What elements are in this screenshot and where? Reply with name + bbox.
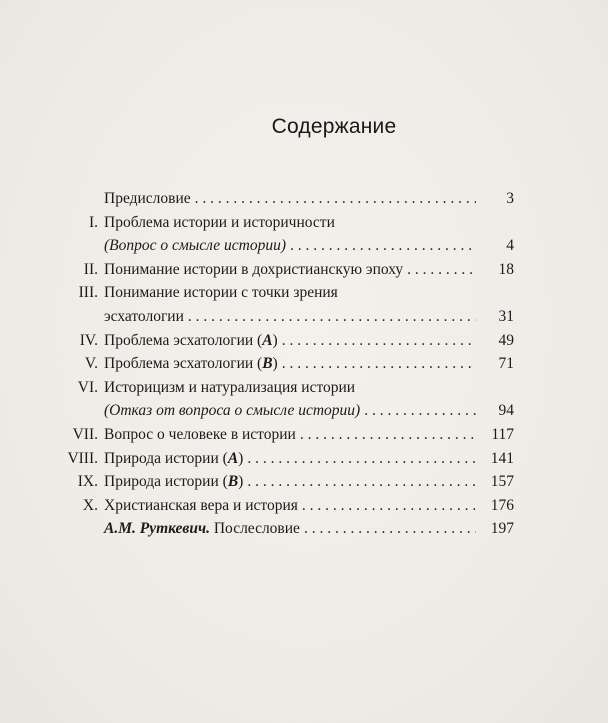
toc-entry xyxy=(52,211,514,235)
page-number: 49 xyxy=(498,331,514,349)
afterword-author: А.М. Руткевич. xyxy=(104,520,210,538)
leader-dots xyxy=(247,470,476,494)
toc-entry xyxy=(52,494,514,518)
chapter-title: Христианская вера и история xyxy=(104,496,298,514)
chapter-subtitle: (Вопрос о смысле истории) xyxy=(104,237,287,255)
chapter-number: III. xyxy=(78,284,98,302)
chapter-title: эсхатологии xyxy=(104,307,184,325)
leader-dots xyxy=(300,423,476,447)
leader-dots xyxy=(282,329,476,353)
leader-dots xyxy=(304,517,476,541)
page-number: 94 xyxy=(498,402,514,420)
chapter-number: VI. xyxy=(77,378,98,396)
chapter-number: VII. xyxy=(72,425,98,443)
page-number: 3 xyxy=(506,190,514,207)
chapter-number: IX. xyxy=(77,473,98,491)
leader-dots xyxy=(364,399,476,423)
chapter-title: Природа истории (A) xyxy=(104,449,244,467)
toc-entry xyxy=(52,352,514,376)
chapter-title: Вопрос о человеке в истории xyxy=(104,425,296,443)
toc-entry xyxy=(52,305,514,329)
leader-dots xyxy=(188,305,476,329)
toc-entry xyxy=(52,329,514,353)
chapter-title: Понимание истории в дохристианскую эпоху xyxy=(104,260,404,278)
toc-entry xyxy=(52,423,514,447)
page-number: 197 xyxy=(490,520,514,538)
chapter-title: Проблема эсхатологии (A) xyxy=(104,331,278,349)
leader-dots xyxy=(302,494,476,518)
page-number: 157 xyxy=(490,473,514,491)
page-number: 141 xyxy=(490,449,514,467)
chapter-number: X. xyxy=(82,496,98,514)
chapter-number: I. xyxy=(88,213,98,231)
leader-dots xyxy=(282,352,476,376)
leader-dots xyxy=(407,258,476,282)
chapter-title: Историцизм и натурализация истории xyxy=(104,378,356,396)
toc-entry xyxy=(52,517,514,541)
table-of-contents xyxy=(52,187,514,541)
chapter-number: II. xyxy=(83,260,98,278)
page-number: 117 xyxy=(491,425,514,443)
chapter-title: Понимание истории с точки зрения xyxy=(104,284,338,302)
page-title: Содержание xyxy=(271,115,397,138)
toc-entry xyxy=(52,376,514,400)
chapter-title: Природа истории (B) xyxy=(104,473,244,491)
page-number: 31 xyxy=(498,307,514,325)
leader-dots xyxy=(195,187,476,211)
chapter-number: VIII. xyxy=(67,449,98,467)
chapter-title: Проблема истории и историчности xyxy=(104,213,335,231)
chapter-title: А.М. Руткевич. Послесловие xyxy=(104,520,300,538)
toc-entry xyxy=(52,447,514,471)
page-number: 18 xyxy=(498,260,514,278)
toc-entry xyxy=(52,470,514,494)
toc-entry xyxy=(52,281,514,305)
chapter-number: IV. xyxy=(79,331,98,349)
chapter-title: Проблема эсхатологии (B) xyxy=(104,355,278,373)
toc-entry xyxy=(52,399,514,423)
toc-entry xyxy=(52,187,514,211)
chapter-number: V. xyxy=(84,355,98,373)
chapter-subtitle: (Отказ от вопроса о смысле истории) xyxy=(104,402,361,420)
page-number: 4 xyxy=(506,237,514,255)
page-number: 71 xyxy=(498,355,514,373)
chapter-title: Предисловие xyxy=(104,190,191,207)
leader-dots xyxy=(290,234,476,258)
toc-entry xyxy=(52,258,514,282)
page-number: 176 xyxy=(490,496,514,514)
toc-entry xyxy=(52,234,514,258)
leader-dots xyxy=(247,447,476,471)
